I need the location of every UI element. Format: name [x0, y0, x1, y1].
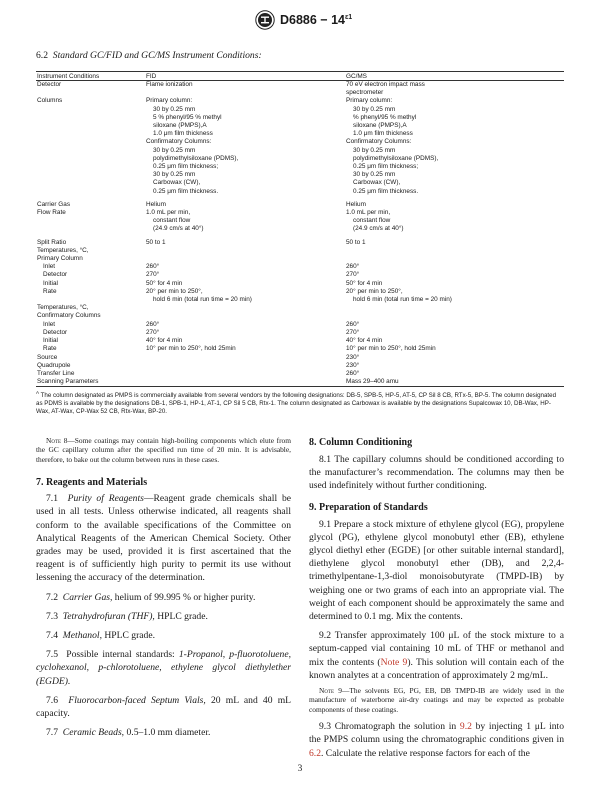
section-8-heading: 8. Column Conditioning	[309, 437, 413, 448]
table-cell: polydimethylsiloxane (PDMS),	[353, 154, 439, 162]
table-row	[36, 106, 564, 114]
table-cell: Initial	[43, 279, 58, 287]
table-cell: 70 eV electron impact mass	[346, 81, 425, 88]
right-column	[309, 436, 564, 760]
table-cell: Primary column:	[346, 97, 393, 105]
paragraph-9-1: 9.1 Prepare a stock mixture of ethylene glycol (EG), propylene glycol (PG), ethylene glycol monobutyl ether (EB), ethylene glycol diethyl ether (EGDE) [or other suitable internal standard], diethylene glycol monobutyl ether (DB), and 2,2,4-trimethylpentane-1,3-diol monoisobutyrate (TMPD-IB) by weighing one or two grams of each into an appropriate vial. The weight of each component should be approximately the same and determined to 0.1 mg. Mix the contents.	[309, 518, 564, 623]
table-cell	[36, 163, 146, 171]
table-cell: 270°	[146, 271, 160, 279]
paragraph-7-1: 7.1 Purity of Reagents—Reagent grade chemicals shall be used in all tests. Unless otherwise indicated, all reagents shall conform to the available specifications of the Committee on Analytical Reagents of the American Chemical Society. Other grades may be used, provided it is first ascertained that the reagent is of sufficiently high purity to permit its use without lessening the accuracy of the determination.	[36, 493, 292, 584]
table-cell	[36, 217, 146, 225]
table-cell: Confirmatory Columns:	[346, 138, 412, 146]
table-cell: Carbowax (CW),	[153, 179, 201, 187]
table-cell	[146, 255, 346, 263]
table-cell: Primary Column	[37, 255, 83, 263]
table-cell	[146, 354, 346, 362]
table-cell: Columns	[37, 97, 63, 105]
table-cell	[36, 114, 146, 122]
table-cell: Rate	[43, 345, 57, 353]
table-cell: constant flow	[153, 217, 191, 225]
table-cell: 260°	[146, 320, 160, 328]
note-9: Note 9—The solvents EG, PG, EB, DB TMPD-IB are widely used in the manufacture of waterborne air-dry coatings and may be expected as probable components of these coatings.	[309, 686, 564, 714]
table-row	[36, 138, 564, 146]
table-cell: 50° for 4 min	[146, 279, 183, 287]
table-cell: 40° for 4 min	[346, 337, 383, 345]
table-header-cell: FID	[146, 73, 157, 80]
table-row	[36, 271, 564, 279]
table-row	[36, 239, 564, 247]
table-cell: constant flow	[353, 217, 391, 225]
table-row	[36, 81, 564, 89]
table-cell: 270°	[346, 328, 360, 336]
table-cell	[36, 155, 146, 163]
table-row	[36, 209, 564, 217]
table-cell: 30 by 0.25 mm	[353, 146, 396, 154]
table-row	[36, 312, 564, 320]
table-row	[36, 171, 564, 179]
instrument-conditions-table	[36, 71, 564, 387]
paragraph-7-7: 7.7 Ceramic Beads, 0.5–1.0 mm diameter.	[46, 727, 211, 739]
table-cell	[36, 122, 146, 130]
table-row	[36, 321, 564, 329]
table-cell: 230°	[346, 361, 360, 369]
table-cell: 20° per min to 250°,	[346, 287, 403, 295]
table-cell	[146, 89, 346, 97]
table-cell: 50 to 1	[146, 238, 166, 246]
table-cell: Carbowax (CW),	[353, 179, 401, 187]
table-cell: 0.25 μm film thickness;	[353, 163, 419, 171]
table-cell: Initial	[43, 337, 58, 345]
table-cell	[36, 188, 146, 196]
table-cell	[36, 138, 146, 146]
table-cell: 260°	[146, 263, 160, 271]
paragraph-7-4: 7.4 Methanol, HPLC grade.	[46, 630, 155, 642]
table-cell	[36, 89, 146, 97]
table-cell: 270°	[146, 328, 160, 336]
table-cell: 1.0 mL per min,	[146, 209, 191, 217]
table-row	[36, 179, 564, 187]
table-cell: 30 by 0.25 mm	[153, 146, 196, 154]
table-cell: 1.0 μm film thickness	[353, 130, 413, 138]
table-cell: % phenyl/95 % methyl	[353, 113, 417, 121]
table-body	[36, 81, 564, 386]
paragraph-7-5: 7.5 Possible internal standards: 1-Propanol, p-fluorotoluene, cyclohexanol, p-chlorotoluene, ethylene glycol diethylether (EGDE).	[36, 649, 291, 687]
table-cell: 1.0 mL per min,	[346, 209, 391, 217]
table-cell	[36, 130, 146, 138]
page-number: 3	[297, 764, 303, 774]
standard-designation: $D6886 - 14^{\varepsilon 1}$	[280, 13, 353, 27]
table-cell	[346, 255, 564, 263]
table-row	[36, 329, 564, 337]
table-cell: hold 6 min (total run time = 20 min)	[153, 296, 252, 304]
astm-logo-icon	[255, 10, 275, 30]
table-row	[36, 89, 564, 97]
table-cell: (24.9 cm/s at 40°)	[353, 225, 404, 233]
table-cell: Rate	[43, 287, 57, 295]
table-cell	[36, 106, 146, 114]
table-cell: 0.25 μm film thickness;	[153, 163, 219, 171]
table-row	[36, 114, 564, 122]
table-row	[36, 288, 564, 296]
table-cell: 10° per min to 250°, hold 25min	[146, 345, 236, 353]
table-cell: Carrier Gas	[37, 200, 71, 208]
table-cell: 50° for 4 min	[346, 279, 383, 287]
table-row	[36, 263, 564, 271]
left-column	[36, 436, 291, 739]
table-cell	[146, 304, 346, 312]
table-row	[36, 201, 564, 209]
table-cell: 30 by 0.25 mm	[353, 171, 396, 179]
paragraph-7-3: 7.3 Tetrahydrofuran (THF), HPLC grade.	[46, 610, 208, 622]
table-cell: Primary column:	[146, 97, 193, 105]
table-cell: 50 to 1	[346, 238, 366, 246]
table-cell: Detector	[37, 81, 62, 88]
table-cell: Confirmatory Columns	[37, 312, 101, 320]
table-cell: Helium	[146, 200, 166, 208]
table-cell: siloxane (PMPS),A	[353, 122, 407, 130]
table-cell: 230°	[346, 353, 360, 361]
table-cell: 270°	[346, 271, 360, 279]
table-row	[36, 247, 564, 255]
table-cell	[146, 378, 346, 386]
section-6-2-link[interactable]: 6.2	[309, 747, 321, 759]
table-cell: Confirmatory Columns:	[146, 138, 212, 146]
table-cell: Source	[37, 353, 58, 361]
table-cell: 260°	[346, 320, 360, 328]
page-header	[0, 10, 600, 34]
table-header-cell: GC/MS	[346, 73, 367, 80]
table-row	[36, 188, 564, 196]
table-cell	[36, 225, 146, 233]
table-cell: 0.25 μm film thickness.	[153, 187, 219, 195]
table-cell: Quadrupole	[37, 361, 71, 369]
table-row	[36, 304, 564, 312]
table-cell: (24.9 cm/s at 40°)	[153, 225, 204, 233]
table-cell	[36, 147, 146, 155]
table-cell: 40° for 4 min	[146, 337, 183, 345]
table-cell: Temperatures, °C,	[37, 304, 89, 312]
table-row	[36, 296, 564, 304]
table-cell: 5 % phenyl/95 % methyl	[153, 113, 222, 121]
table-cell	[346, 312, 564, 320]
paragraph-9-2: 9.2 Transfer approximately 100 μL of the stock mixture to a septum-capped vial containing 10 mL of THF or methanol and mix the contents (Note 9). This solution will contain each of the known analytes at a concentration of approximately 2 mg/mL.	[309, 630, 564, 681]
table-cell: 260°	[346, 369, 360, 377]
table-bottom-rule	[36, 386, 564, 387]
table-header-cell: Instrument Conditions	[37, 73, 100, 80]
table-row	[36, 155, 564, 163]
note-8: Note 8—Some coatings may contain high-boiling components which elute from the GC capillary column after the specified run time of 20 min. It is advisable, therefore, to bake out the column between runs in these cases.	[36, 436, 291, 464]
table-cell	[346, 304, 564, 312]
table-row	[36, 345, 564, 353]
paragraph-9-3: 9.3 Chromatograph the solution in 9.2 by injecting 1 μL into the PMPS column using the chromatographic conditions given in 6.2. Calculate the relative response factors for each of the	[309, 721, 564, 759]
table-cell: hold 6 min (total run time = 20 min)	[353, 296, 452, 304]
table-footnote: $^A$ The column designated as PMPS is commercially available from several vendors by the following designations: DB-5, SPB-5, HP-5, AT-5, CP Sil 8 CB, RTx-5, BP-5. The column designated as PDMS is available by the designations DB-1, SPB-1, HP-1, AT-1, CP Sil 5 CB, Rtx-1. The column designated as Carbowax is available by the designations Supalcowax 10, DB-Wax, HP-Wax, AT-Wax, CP-Wax 52 CB, Rtx-Wax, BP-20.	[36, 390, 557, 416]
section-6-2-heading: 6.2 Standard GC/FID and GC/MS Instrument Conditions:	[36, 50, 262, 61]
table-row	[36, 163, 564, 171]
table-cell	[36, 179, 146, 187]
table-cell: Inlet	[43, 263, 56, 271]
table-cell: Inlet	[43, 320, 56, 328]
table-row	[36, 147, 564, 155]
table-row	[36, 362, 564, 370]
table-row	[36, 280, 564, 288]
table-cell: Transfer Line	[37, 369, 75, 377]
table-cell: 0.25 μm film thickness.	[353, 187, 419, 195]
note-9-link[interactable]: Note 9	[380, 656, 408, 668]
table-header-row	[36, 71, 564, 81]
table-row	[36, 337, 564, 345]
table-cell: 20° per min to 250°,	[146, 287, 203, 295]
table-cell	[36, 171, 146, 179]
table-cell: 30 by 0.25 mm	[153, 171, 196, 179]
table-cell	[146, 247, 346, 255]
table-cell: Mass 29–400 amu	[346, 378, 399, 386]
table-cell: Flow Rate	[37, 209, 66, 217]
table-row	[36, 97, 564, 105]
paragraph-7-2: 7.2 Carrier Gas, helium of 99.995 % or higher purity.	[46, 591, 256, 603]
table-cell: 30 by 0.25 mm	[153, 105, 196, 113]
table-cell: Helium	[346, 200, 366, 208]
table-cell: 260°	[346, 263, 360, 271]
table-row	[36, 370, 564, 378]
table-cell: Flame ionization	[146, 81, 193, 88]
table-cell: Detector	[43, 271, 68, 279]
section-7-heading: 7. Reagents and Materials	[36, 477, 148, 489]
paragraph-8-1: 8.1 The capillary columns should be conditioned according to the manufacturer’s recommendation. The columns may then be used indefinitely without further conditioning.	[309, 454, 564, 492]
table-row	[36, 255, 564, 263]
table-cell: Split Ratio	[37, 238, 67, 246]
table-row	[36, 130, 564, 138]
table-cell	[146, 362, 346, 370]
table-cell: Scanning Parameters	[37, 378, 99, 386]
table-cell: polydimethylsiloxane (PDMS),	[153, 154, 239, 162]
section-9-2-link[interactable]: 9.2	[459, 721, 472, 733]
table-row	[36, 122, 564, 130]
table-row	[36, 378, 564, 386]
table-cell: spectrometer	[346, 89, 384, 97]
table-cell: siloxane (PMPS),A	[153, 122, 207, 130]
table-row	[36, 354, 564, 362]
section-9-heading: 9. Preparation of Standards	[309, 501, 428, 513]
table-cell: 30 by 0.25 mm	[353, 105, 396, 113]
table-row	[36, 217, 564, 225]
table-cell: Temperatures, °C,	[37, 246, 89, 254]
table-row	[36, 225, 564, 233]
table-cell	[346, 247, 564, 255]
table-cell	[146, 312, 346, 320]
table-cell: 1.0 μm film thickness	[153, 130, 213, 138]
table-cell	[146, 370, 346, 378]
table-cell: 10° per min to 250°, hold 25min	[346, 345, 436, 353]
table-cell: Detector	[43, 328, 68, 336]
paragraph-7-6: 7.6 Fluorocarbon-faced Septum Vials, 20 mL and 40 mL capacity.	[36, 694, 292, 720]
